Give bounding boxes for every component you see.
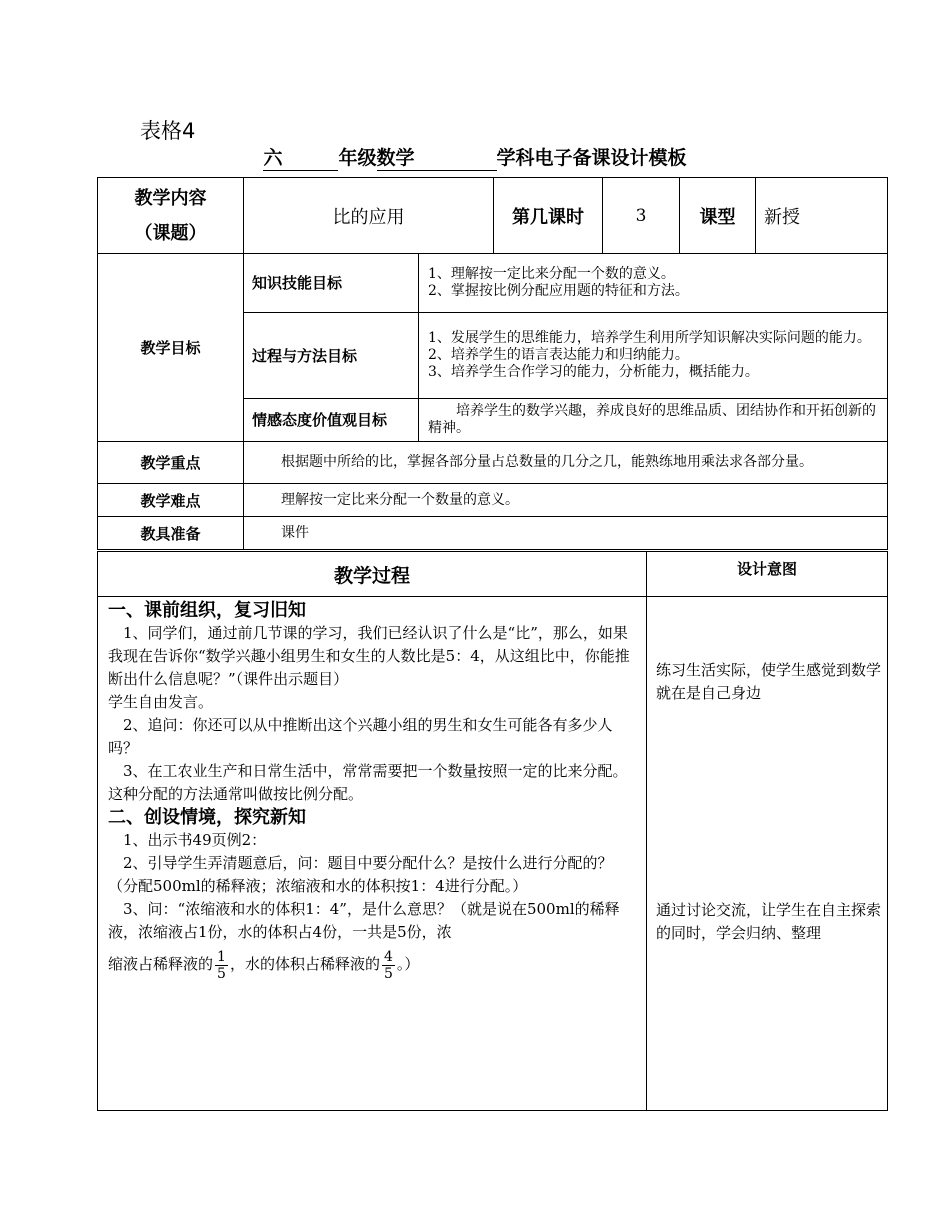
subject-field: 数学	[377, 143, 497, 171]
title-suffix: 学科电子备课设计模板	[496, 147, 687, 169]
key-point-text: 根据题中所给的比，掌握各部分量占总数量的几分之几，能熟练地用乘法求各部分量。	[244, 442, 888, 484]
knowledge-item: 2、掌握按比例分配应用题的特征和方法。	[428, 283, 689, 299]
s1-paragraph-3: 2、追问：你还可以从中推断出这个兴趣小组的男生和女生可能各有多少人吗？	[108, 716, 613, 757]
document-title	[0, 143, 950, 171]
goals-label: 教学目标	[98, 254, 244, 442]
process-goal-text	[419, 313, 888, 399]
content-label: 教学内容	[134, 187, 207, 209]
s2-text-a: 缩液占稀释液的	[108, 955, 214, 973]
process-body	[98, 597, 647, 1111]
s1-paragraph-2: 学生自由发言。	[108, 693, 214, 711]
s2-paragraph-3: 3、问：“浓缩液和水的体积1：4”，是什么意思？（就是说在500ml的稀释液，浓缩液占1份，水的体积占4份，一共是5份，浓	[108, 900, 620, 941]
s1-paragraph-1: 1、同学们，通过前几节课的学习，我们已经认识了什么是“比”，那么，如果我现在告诉你“数学兴趣小组男生和女生的人数比是5：4，从这组比中，你能推断出什么信息呢？”（课件出示题目）	[108, 624, 630, 688]
s2-paragraph-2: 2、引导学生弄清题意后，问：题目中要分配什么？是按什么进行分配的？（分配500ml的稀释液；浓缩液和水的体积按1：4进行分配。）	[108, 854, 613, 895]
knowledge-goal-label: 知识技能目标	[244, 254, 419, 313]
s2-text-b: ，水的体积占稀释液的	[229, 955, 380, 973]
fraction-one-fifth: $\frac{1}{5}$	[217, 948, 226, 982]
content-label-cell	[98, 178, 244, 254]
period-value: 3	[603, 178, 680, 254]
grade-field: 六	[263, 143, 338, 171]
key-point-label: 教学重点	[98, 442, 244, 484]
fraction-four-fifths: $\frac{4}{5}$	[383, 948, 393, 982]
period-label: 第几课时	[494, 178, 603, 254]
knowledge-item: 1、理解按一定比来分配一个数的意义。	[428, 266, 675, 282]
section2-title: 二、创设情境，探究新知	[108, 807, 306, 828]
type-value: 新授	[756, 178, 888, 254]
process-item: 2、培养学生的语言表达能力和归纳能力。	[428, 347, 689, 363]
intent-header: 设计意图	[647, 552, 888, 597]
topic-value: 比的应用	[332, 206, 405, 228]
emotion-goal-label: 情感态度价值观目标	[244, 399, 419, 442]
process-header: 教学过程	[98, 552, 647, 597]
s2-text-c: 。）	[396, 955, 420, 973]
emotion-goal-text: 培养学生的数学兴趣，养成良好的思维品质、团结协作和开拓创新的精神。	[419, 399, 888, 442]
grade-suffix: 年级	[338, 147, 377, 169]
topic-cell	[244, 178, 494, 254]
s1-paragraph-4: 3、在工农业生产和日常生活中，常常需要把一个数量按照一定的比来分配。这种分配的方法通常叫做按比例分配。	[108, 762, 628, 803]
tools-label: 教具准备	[98, 517, 244, 550]
intent-1: 练习生活实际，使学生感觉到数学就在是自己身边	[656, 661, 882, 702]
intent-2: 通过讨论交流，让学生在自主探索的同时，学会归纳、整理	[656, 901, 882, 942]
difficulty-text: 理解按一定比来分配一个数量的意义。	[244, 484, 888, 517]
process-item: 1、发展学生的思维能力，培养学生利用所学知识解决实际问题的能力。	[428, 330, 871, 346]
table-number-label: 表格4	[140, 119, 196, 143]
intent-body	[647, 597, 888, 1111]
knowledge-goal-text	[419, 254, 888, 313]
tools-text: 课件	[244, 517, 888, 550]
process-goal-label: 过程与方法目标	[244, 313, 419, 399]
s2-paragraph-4	[108, 944, 638, 984]
s2-paragraph-1: 1、出示书49页例2：	[123, 831, 267, 849]
process-item: 3、培养学生合作学习的能力，分析能力，概括能力。	[428, 364, 759, 380]
type-label: 课型	[680, 178, 756, 254]
teaching-process-table	[97, 551, 888, 1111]
section1-title: 一、课前组织，复习旧知	[108, 600, 306, 621]
difficulty-label: 教学难点	[98, 484, 244, 517]
lesson-info-table	[97, 177, 888, 550]
content-label-sub: （课题）	[134, 222, 207, 244]
